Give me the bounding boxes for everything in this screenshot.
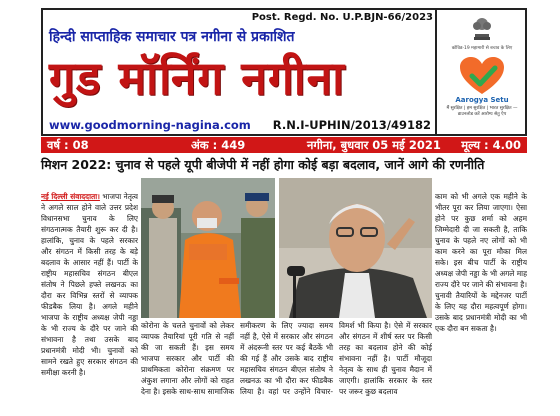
newspaper-title: गुड मॉर्निंग नगीना	[49, 51, 346, 105]
emblem-caption: कोविड-19 महामारी से बचाव के लिए	[451, 46, 513, 51]
app-name: Aarogya Setu	[455, 96, 509, 104]
website-link[interactable]: www.goodmorning-nagina.com	[49, 118, 251, 132]
rni-number: R.N.I-UPHIN/2013/49182	[272, 118, 431, 132]
issue-date: नगीना, बुधवार 05 मई 2021	[307, 137, 441, 152]
postal-registration: Post. Regd. No. U.P.BJN-66/2023	[251, 12, 433, 23]
issue-bar	[41, 137, 527, 153]
politician-photo-2	[279, 178, 432, 318]
newspaper-tagline: हिन्दी साप्ताहिक समाचार पत्र नगीना से प्रकाशित	[49, 29, 295, 45]
aarogya-setu-panel	[435, 10, 525, 134]
article-left-column	[41, 191, 138, 416]
article-right-column: काम को भी अगले एक महीने के भीतर पूरा कर लिया जाएगा। ऐसा होने पर कुछ शर्मा को अहम जिम्मेदारी दी जा सकती है, ताकि चुनाव के पहले नए लोगों को भी काम करने का पूरा मौका मिल सके। इस बीच पार्टी के राष्ट्रीय अध्यक्ष जेपी नड्डा के भी अगले माह राज्य दौरे पर जाने की संभावना है। चुनावी तैयारियों के मद्देनजर पार्टी के लिए यह दौरा महत्वपूर्ण होगा। उसके बाद प्रधानमंत्री मोदी का भी एक दौरा बन सकता है।	[435, 192, 527, 333]
article-left-text: भाजपा नेतृत्व ने अगले साल होने वाले उत्तर प्रदेश विधानसभा चुनाव के लिए संगठनात्मक तैयारी शुरू कर दी है। हालांकि, चुनाव के पहले सरकार और संगठन में किसी तरह के बड़े बदलाव के आसार नहीं हैं। पार्टी के राष्ट्रीय महासचिव संगठन बीएल संतोष ने पिछले हफ्ते लखनऊ का दौरा कर विभिन्न स्तरों से व्यापक फीडबैक लिया है। अगले महीने भाजपा के राष्ट्रीय अध्यक्ष जेपी नड्डा के भी राज्य के दौरे पर जाने की संभावना है तथा उसके बाद प्रधानमंत्री मोदी भी। चुनावों को सामने रखते हुए सरकार संगठन की समीक्षा करनी है।	[41, 192, 138, 377]
article-headline: मिशन 2022: चुनाव से पहले यूपी बीजेपी में नहीं होगा कोई बड़ा बदलाव, जानें आगे की रणनीति	[41, 157, 485, 172]
article-middle-text: कोरोना के चलते चुनावों को लेकर व्यापक तैयारियां पूरी गति से नहीं की जा सकती हैं। इस समय भाजपा सरकार और पार्टी की प्राथमिकता कोरोना संक्रमण पर अंकुश लगाना और लोगों को राहत देना है। इसके साथ-साथ सामाजिक समीकरण के लिए ज्यादा समय नहीं है, ऐसे में सरकार और संगठन में अंदरूनी स्तर पर कई बैठकें भी की गई हैं और उसके बाद राष्ट्रीय महासचिव संगठन बीएल संतोष ने लखनऊ का भी दौरा कर फीडबैक लिया है। वहां पर उन्होंने विचार-विमर्श भी किया है। ऐसे में सरकार और संगठन में शीर्ष स्तर पर किसी तरह का बदलाव होने की कोई संभावना नहीं है। पार्टी मौजूदा नेतृत्व के साथ ही चुनाव मैदान में जाएगी। हालांकि सरकार के स्तर पर जरूर कुछ बदलाव	[141, 321, 432, 396]
issue-year: वर्ष : 08	[47, 137, 89, 152]
app-subtext: मैं सुरक्षित | हम सुरक्षित | भारत सुरक्षित — डाउनलोड करें आरोग्य सेतु ऐप	[446, 106, 518, 117]
issue-price: मूल्य : 4.00	[461, 137, 521, 152]
aarogya-setu-heart-icon	[459, 56, 505, 96]
article-byline: नई दिल्ली संवाददाता।	[41, 192, 100, 201]
masthead-left	[43, 10, 435, 134]
national-emblem-icon	[471, 14, 493, 42]
politician-photo-1	[141, 178, 275, 318]
masthead	[41, 8, 527, 136]
issue-number: अंक : 449	[191, 137, 246, 152]
